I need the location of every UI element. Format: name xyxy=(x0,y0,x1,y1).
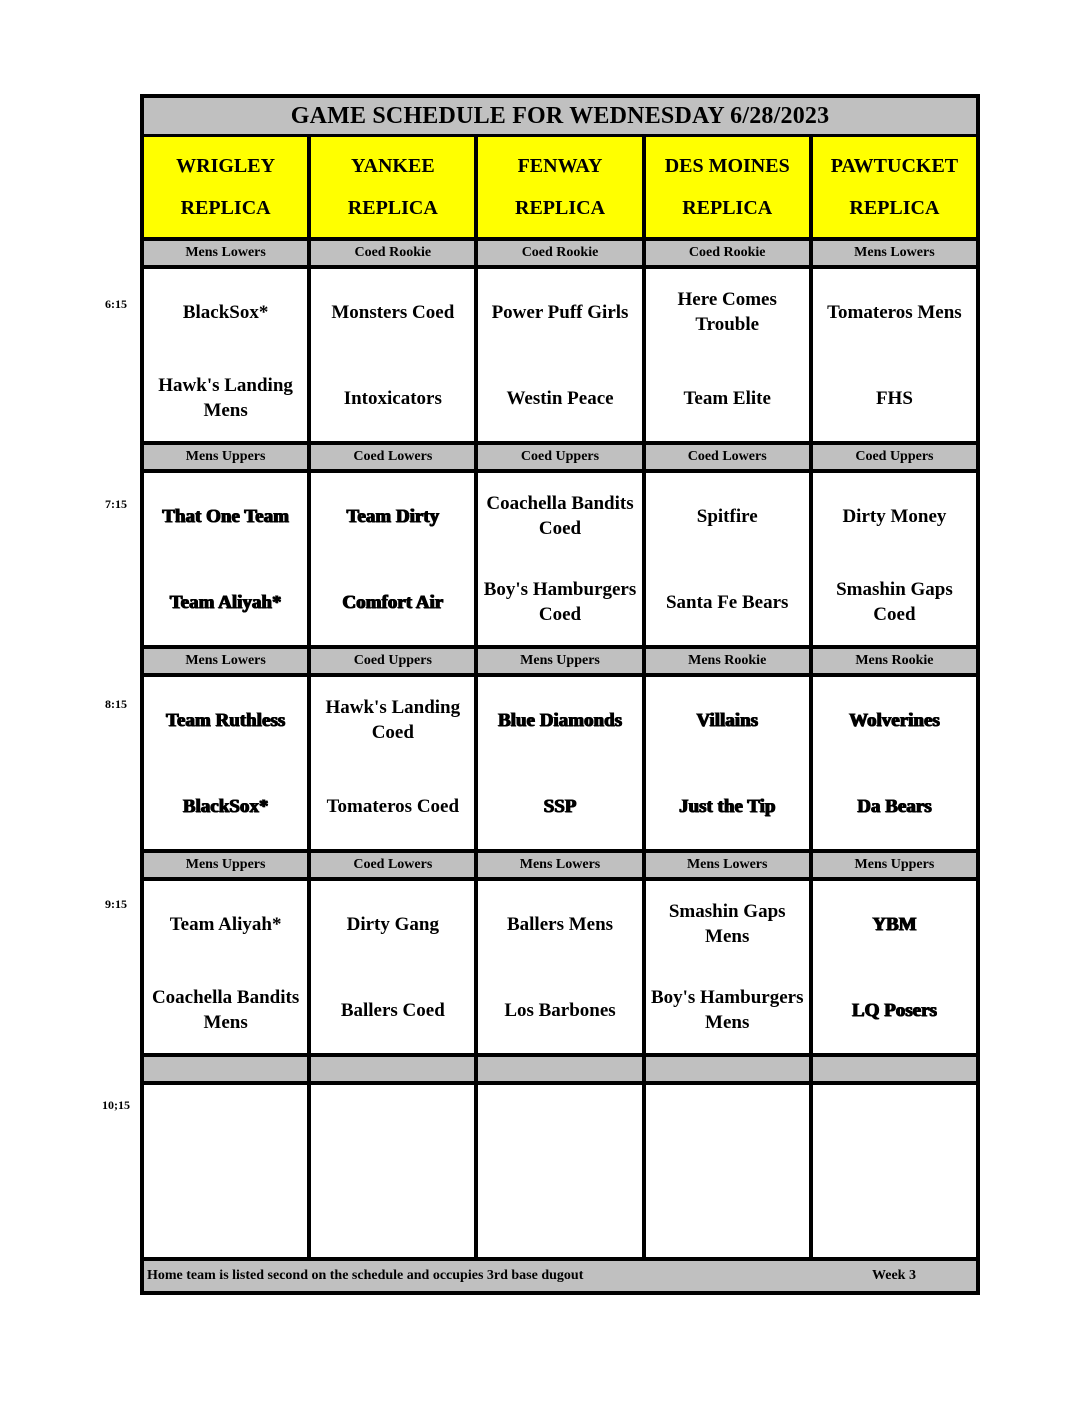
time-label-last: 10;15 xyxy=(102,1098,130,1112)
field-subtitle: REPLICA xyxy=(180,196,271,219)
division-label: Mens Lowers xyxy=(478,853,645,877)
home-team: Team Elite xyxy=(683,387,771,409)
field-subtitle: REPLICA xyxy=(515,196,606,219)
away-team: That One Team xyxy=(162,505,289,527)
game-row-empty xyxy=(144,1085,976,1261)
home-team: Just the Tip xyxy=(678,795,776,817)
field-name: DES MOINES xyxy=(664,154,790,177)
division-row xyxy=(144,445,976,473)
game-cell xyxy=(813,881,976,1053)
division-cell-empty xyxy=(646,1057,813,1081)
field-header-fenway xyxy=(478,137,645,237)
field-name: YANKEE xyxy=(350,154,435,177)
field-header-pawtucket xyxy=(813,137,976,237)
division-label: Mens Rookie xyxy=(646,649,813,673)
field-subtitle: REPLICA xyxy=(347,196,438,219)
game-cell xyxy=(813,677,976,849)
division-label: Mens Uppers xyxy=(813,853,976,877)
division-label: Coed Uppers xyxy=(311,649,478,673)
game-cell xyxy=(144,881,311,1053)
footer-bar xyxy=(144,1261,976,1291)
division-label: Mens Lowers xyxy=(813,241,976,265)
game-cell-empty xyxy=(813,1085,976,1257)
footer-note: Home team is listed second on the schedule and occupies 3rd base dugout xyxy=(147,1268,584,1283)
division-cell-empty xyxy=(144,1057,311,1081)
away-team: Team Aliyah* xyxy=(169,913,282,935)
game-cell xyxy=(478,881,645,1053)
game-cell xyxy=(311,473,478,645)
away-team: Monsters Coed xyxy=(331,301,455,323)
division-label: Mens Lowers xyxy=(646,853,813,877)
division-label: Coed Rookie xyxy=(478,241,645,265)
game-cell-empty xyxy=(646,1085,813,1257)
game-cell xyxy=(646,473,813,645)
game-cell xyxy=(813,473,976,645)
home-team: FHS xyxy=(875,387,913,409)
game-cell xyxy=(478,677,645,849)
game-cell xyxy=(144,473,311,645)
game-cell xyxy=(311,677,478,849)
division-label: Coed Lowers xyxy=(311,445,478,469)
away-team: Wolverines xyxy=(849,709,940,731)
division-label: Mens Uppers xyxy=(144,445,311,469)
home-team: Da Bears xyxy=(857,795,932,817)
division-cell-empty xyxy=(311,1057,478,1081)
field-subtitle: REPLICA xyxy=(849,196,940,219)
field-name: PAWTUCKET xyxy=(830,154,959,177)
field-name: FENWAY xyxy=(517,154,603,177)
home-team: Boy's Hamburgers Mens xyxy=(650,987,804,1033)
away-team: Coachella Bandits Coed xyxy=(486,493,634,539)
field-header-des-moines xyxy=(646,137,813,237)
home-team: Team Aliyah* xyxy=(169,591,282,613)
away-team: Dirty Money xyxy=(842,505,947,527)
division-cell-empty xyxy=(813,1057,976,1081)
field-name: WRIGLEY xyxy=(176,154,276,177)
away-team: Tomateros Mens xyxy=(827,301,962,323)
division-row-empty xyxy=(144,1057,976,1085)
time-label: 7:15 xyxy=(105,497,127,511)
division-label: Coed Uppers xyxy=(813,445,976,469)
away-team: Smashin Gaps Mens xyxy=(668,901,786,947)
game-row xyxy=(144,881,976,1057)
home-team: Tomateros Coed xyxy=(326,795,460,817)
game-cell xyxy=(813,269,976,441)
game-slots xyxy=(144,241,976,1057)
division-label: Mens Uppers xyxy=(478,649,645,673)
away-team: Spitfire xyxy=(696,505,758,527)
away-team: Team Ruthless xyxy=(166,709,286,731)
division-row xyxy=(144,241,976,269)
division-label: Coed Uppers xyxy=(478,445,645,469)
home-team: Comfort Air xyxy=(342,591,444,613)
game-cell xyxy=(144,269,311,441)
game-row xyxy=(144,677,976,853)
away-team: Blue Diamonds xyxy=(497,709,623,731)
time-label: 9:15 xyxy=(105,897,127,911)
division-label: Coed Lowers xyxy=(646,445,813,469)
division-label: Mens Lowers xyxy=(144,241,311,265)
division-label: Mens Uppers xyxy=(144,853,311,877)
schedule-title: GAME SCHEDULE FOR WEDNESDAY 6/28/2023 xyxy=(144,98,976,137)
division-label: Coed Rookie xyxy=(311,241,478,265)
game-cell xyxy=(478,473,645,645)
away-team: Team Dirty xyxy=(346,505,440,527)
field-header-wrigley xyxy=(144,137,311,237)
game-row xyxy=(144,473,976,649)
game-cell xyxy=(646,677,813,849)
game-cell xyxy=(311,269,478,441)
home-team: Santa Fe Bears xyxy=(665,591,789,613)
away-team: BlackSox* xyxy=(182,301,269,323)
division-label: Mens Rookie xyxy=(813,649,976,673)
away-team: Here Comes Trouble xyxy=(677,289,777,335)
division-cell-empty xyxy=(478,1057,645,1081)
division-label: Mens Lowers xyxy=(144,649,311,673)
home-team: Boy's Hamburgers Coed xyxy=(483,579,637,625)
home-team: Intoxicators xyxy=(343,387,442,409)
home-team: Hawk's Landing Mens xyxy=(158,375,293,421)
home-team: Westin Peace xyxy=(506,387,614,409)
game-row xyxy=(144,269,976,445)
home-team: Los Barbones xyxy=(504,999,616,1021)
home-team: Ballers Coed xyxy=(340,999,445,1021)
game-cell xyxy=(144,677,311,849)
home-team: LQ Posers xyxy=(851,999,937,1021)
division-row xyxy=(144,649,976,677)
field-header-yankee xyxy=(311,137,478,237)
home-team: Smashin Gaps Coed xyxy=(836,579,953,625)
home-team: SSP xyxy=(543,795,577,817)
week-label: Week 3 xyxy=(872,1268,916,1283)
game-cell xyxy=(646,269,813,441)
division-label: Coed Rookie xyxy=(646,241,813,265)
away-team: YBM xyxy=(872,913,917,935)
division-label: Coed Lowers xyxy=(311,853,478,877)
away-team: Power Puff Girls xyxy=(491,301,629,323)
game-cell xyxy=(646,881,813,1053)
schedule-table xyxy=(140,94,980,1295)
away-team: Dirty Gang xyxy=(346,913,439,935)
game-cell-empty xyxy=(478,1085,645,1257)
time-label: 8:15 xyxy=(105,697,127,711)
away-team: Villains xyxy=(696,709,758,731)
field-header-row xyxy=(144,137,976,241)
game-cell-empty xyxy=(144,1085,311,1257)
away-team: Ballers Mens xyxy=(506,913,614,935)
field-subtitle: REPLICA xyxy=(682,196,773,219)
game-cell xyxy=(311,881,478,1053)
home-team: BlackSox* xyxy=(182,795,269,817)
game-cell-empty xyxy=(311,1085,478,1257)
division-row xyxy=(144,853,976,881)
away-team: Hawk's Landing Coed xyxy=(325,697,461,743)
home-team: Coachella Bandits Mens xyxy=(151,987,300,1033)
time-label: 6:15 xyxy=(105,297,127,311)
game-cell xyxy=(478,269,645,441)
